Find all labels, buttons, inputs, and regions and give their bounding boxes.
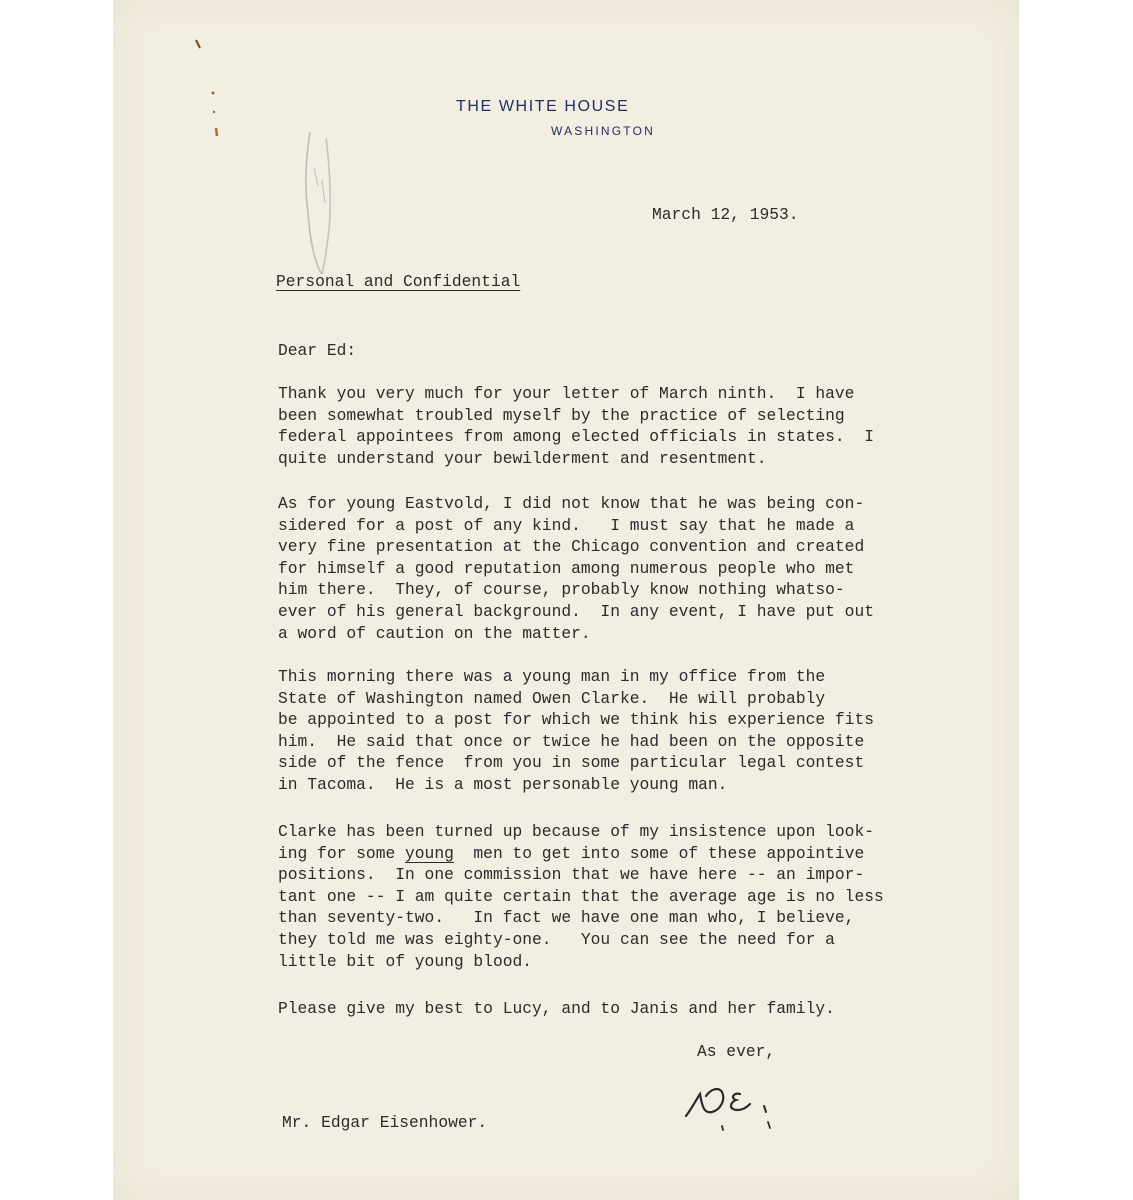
paragraph-4-line-2-start: ing for some bbox=[278, 843, 406, 863]
paragraph-4-line-1: Clarke has been turned up because of my insistence upon look- bbox=[278, 822, 874, 841]
paragraph-3: This morning there was a young man in my office from the State of Washington named Owen Clarke. He will probably be appointed to a post for which we think his experience fits him. He said that once or twice he had been on the opposite side of the fence from you in some particular legal contest in Tacoma. He is a most personable young man. bbox=[278, 667, 874, 794]
paragraph-4-line-2-end: men to get into some of these appointive bbox=[453, 843, 865, 863]
margin-rust-marks bbox=[190, 30, 230, 150]
addressee: Mr. Edgar Eisenhower. bbox=[282, 1113, 488, 1132]
paragraph-5: Please give my best to Lucy, and to Janis and her family. bbox=[278, 999, 835, 1018]
letterhead-title: THE WHITE HOUSE bbox=[456, 98, 630, 115]
letterhead-location: WASHINGTON bbox=[551, 124, 656, 138]
letter-date: March 12, 1953. bbox=[652, 205, 799, 224]
confidential-marking: Personal and Confidential bbox=[276, 272, 521, 291]
closing: As ever, bbox=[697, 1042, 776, 1061]
salutation: Dear Ed: bbox=[278, 341, 357, 360]
paragraph-1: Thank you very much for your letter of March ninth. I have been somewhat troubled myself by the practice of selecting federal appointees from among elected officials in states. I quite understand your bewilderment and resentment. bbox=[278, 384, 874, 468]
pencil-mark bbox=[292, 128, 352, 278]
signature-initials bbox=[682, 1078, 792, 1138]
paragraph-2: As for young Eastvold, I did not know that he was being con- sidered for a post of any kind. I must say that he made a very fine presentation at the Chicago convention and created for himself a good reputation among numerous people who met him there. They, of course, probably know nothing whatso- ever of his general background. In any event, I have put out a word of caution on the matter. bbox=[278, 494, 874, 643]
paragraph-4 bbox=[278, 821, 884, 972]
emphasized-word-young: young bbox=[405, 843, 454, 863]
paragraph-4-rest: positions. In one commission that we have here -- an impor- tant one -- I am quite certain that the average age is no less than seventy-two. In fact we have one man who, I believe, they told me was eighty-one. You can see the need for a little bit of young blood. bbox=[278, 865, 884, 971]
